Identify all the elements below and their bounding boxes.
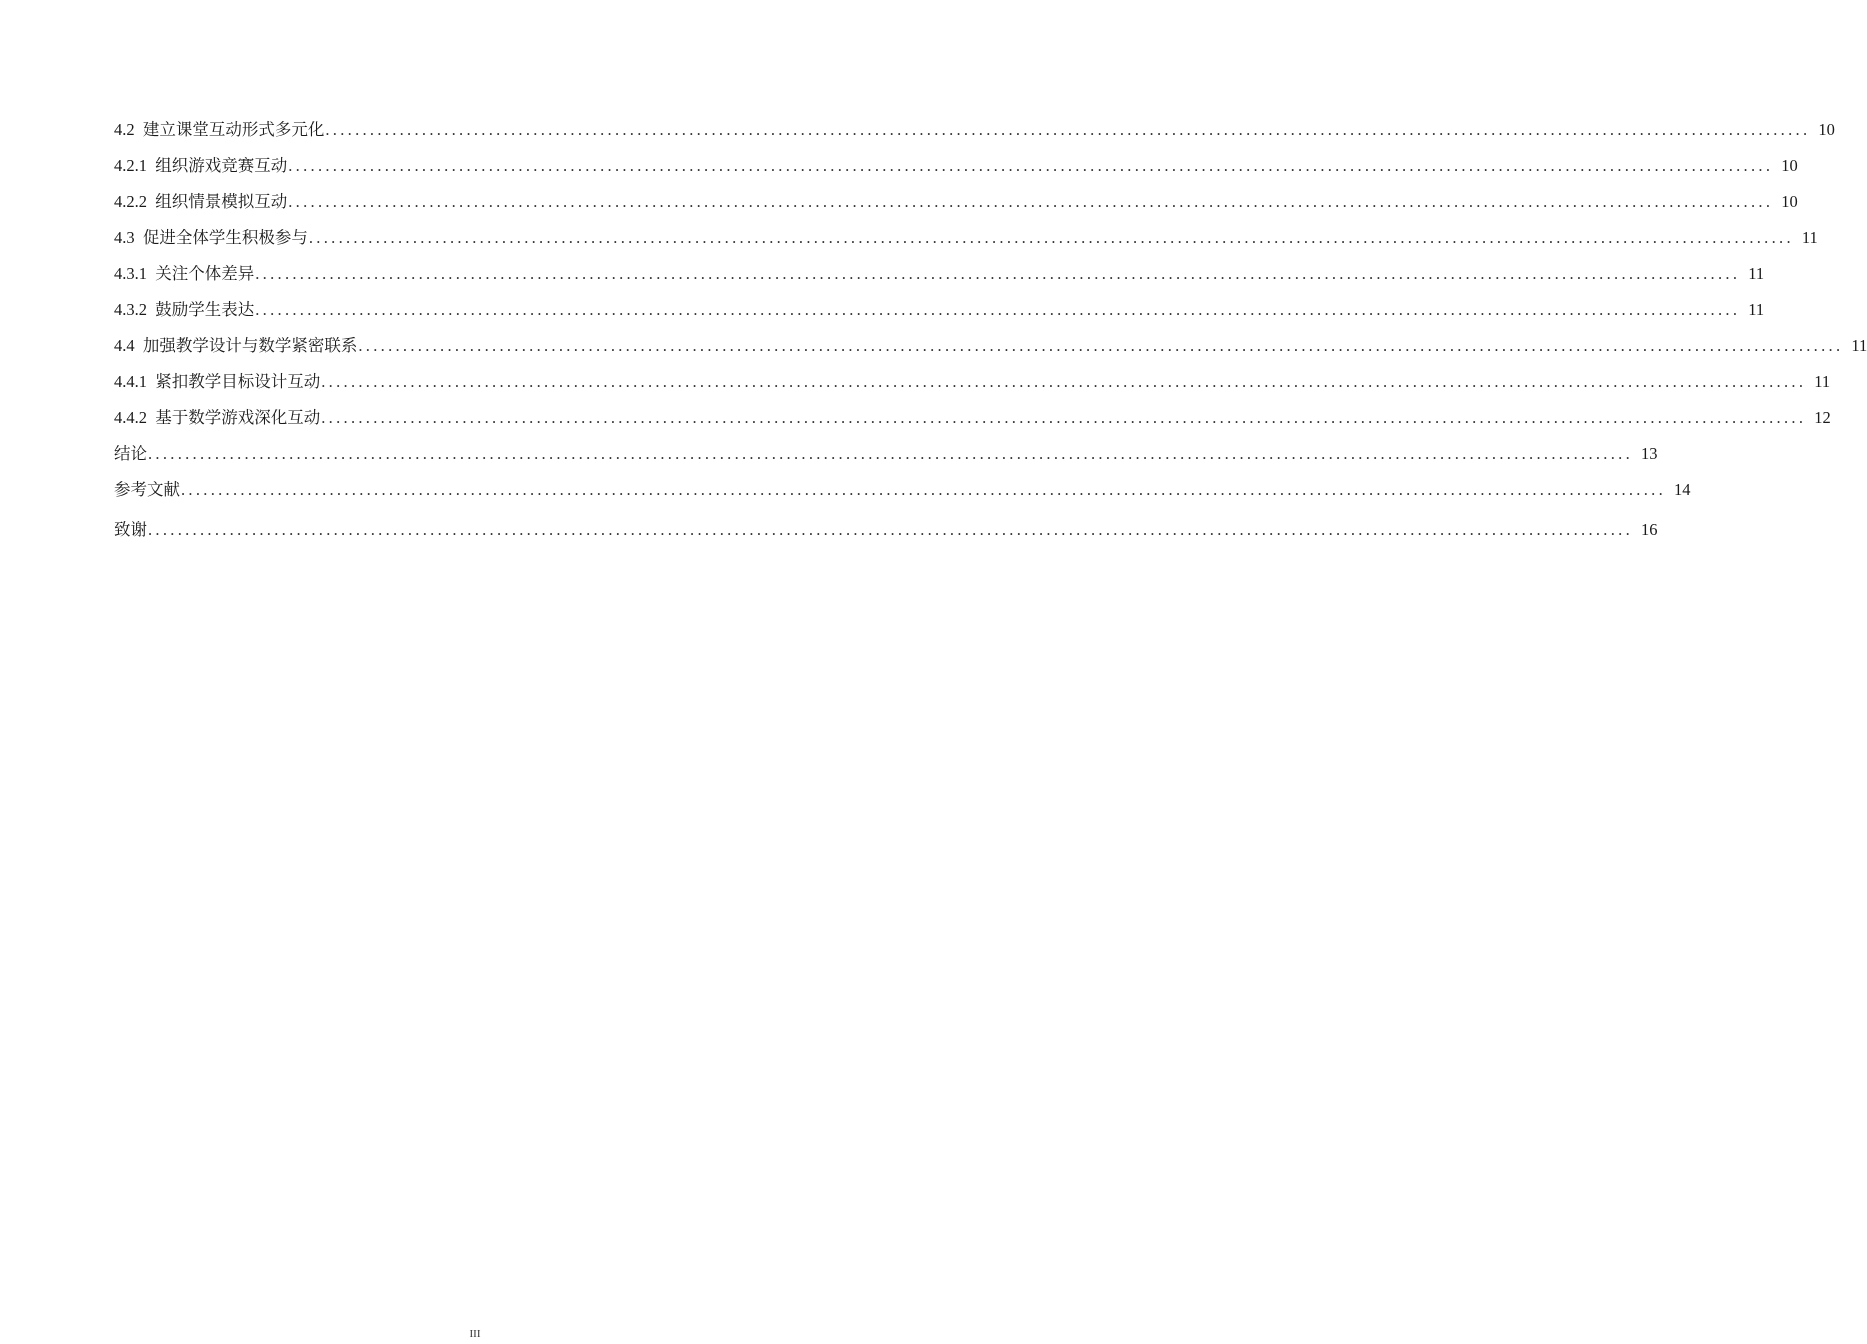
toc-entry-number: 4.3.2 <box>114 300 147 319</box>
toc-entry-title: 基于数学游戏深化互动 <box>155 408 321 427</box>
toc-entry-title: 关注个体差异 <box>155 264 255 283</box>
toc-entry-title: 紧扣教学目标设计互动 <box>155 372 321 391</box>
toc-entry-title: 促进全体学生积极参与 <box>142 228 308 247</box>
toc-entry-page: 10 <box>1781 156 1798 175</box>
toc-entry-page: 14 <box>1674 480 1691 499</box>
toc-leader-dots: ........................................................................................................................................................................................................ <box>358 336 1844 355</box>
table-of-contents <box>114 118 1867 554</box>
toc-entry-number: 4.4 <box>114 336 135 355</box>
toc-entry[interactable] <box>114 518 1658 554</box>
toc-entry-title: 组织情景模拟互动 <box>155 192 288 211</box>
toc-entry-page: 13 <box>1641 444 1658 463</box>
toc-entry-number: 4.3.1 <box>114 264 147 283</box>
toc-entry[interactable] <box>114 154 1798 190</box>
toc-entry-page: 11 <box>1814 372 1831 391</box>
toc-entry-number: 4.2.2 <box>114 192 147 211</box>
toc-entry-title: 致谢 <box>114 520 147 539</box>
toc-leader-dots: ........................................................................................................................................................................................................ <box>288 192 1774 211</box>
toc-entry-number: 4.2.1 <box>114 156 147 175</box>
toc-leader-dots: ........................................................................................................................................................................................................ <box>255 264 1741 283</box>
toc-leader-dots: ........................................................................................................................................................................................................ <box>321 372 1807 391</box>
toc-entry-title: 组织游戏竞赛互动 <box>155 156 288 175</box>
toc-entry[interactable] <box>114 442 1658 478</box>
toc-entry[interactable] <box>114 118 1835 154</box>
toc-entry[interactable] <box>114 334 1867 370</box>
toc-entry-page: 11 <box>1748 264 1765 283</box>
toc-entry[interactable] <box>114 370 1831 406</box>
toc-entry-title: 鼓励学生表达 <box>155 300 255 319</box>
toc-leader-dots: ........................................................................................................................................................................................................ <box>148 520 1633 539</box>
toc-entry-page: 10 <box>1818 120 1835 139</box>
toc-entry[interactable] <box>114 190 1798 226</box>
toc-entry[interactable] <box>114 298 1765 334</box>
toc-entry[interactable] <box>114 406 1831 442</box>
page-number-footer: III <box>469 1328 481 1340</box>
toc-entry-number: 4.4.2 <box>114 408 147 427</box>
toc-entry-page: 11 <box>1748 300 1765 319</box>
toc-entry-page: 10 <box>1781 192 1798 211</box>
toc-entry-number: 4.3 <box>114 228 135 247</box>
toc-entry-page: 11 <box>1801 228 1818 247</box>
toc-entry-title: 建立课堂互动形式多元化 <box>142 120 325 139</box>
toc-entry[interactable] <box>114 226 1818 262</box>
toc-entry-page: 16 <box>1641 520 1658 539</box>
toc-leader-dots: ........................................................................................................................................................................................................ <box>181 480 1666 499</box>
toc-leader-dots: ........................................................................................................................................................................................................ <box>255 300 1741 319</box>
toc-leader-dots: ........................................................................................................................................................................................................ <box>321 408 1807 427</box>
toc-leader-dots: ........................................................................................................................................................................................................ <box>148 444 1633 463</box>
toc-entry-title: 参考文献 <box>114 480 180 499</box>
toc-entry[interactable] <box>114 262 1765 298</box>
toc-entry-number: 4.4.1 <box>114 372 147 391</box>
toc-entry-page: 11 <box>1851 336 1867 355</box>
toc-entry-title: 加强教学设计与数学紧密联系 <box>142 336 358 355</box>
toc-leader-dots: ........................................................................................................................................................................................................ <box>288 156 1774 175</box>
toc-entry[interactable] <box>114 478 1691 514</box>
toc-entry-page: 12 <box>1814 408 1831 427</box>
toc-leader-dots: ........................................................................................................................................................................................................ <box>325 120 1811 139</box>
toc-leader-dots: ........................................................................................................................................................................................................ <box>308 228 1794 247</box>
toc-entry-number: 4.2 <box>114 120 135 139</box>
toc-entry-title: 结论 <box>114 444 147 463</box>
